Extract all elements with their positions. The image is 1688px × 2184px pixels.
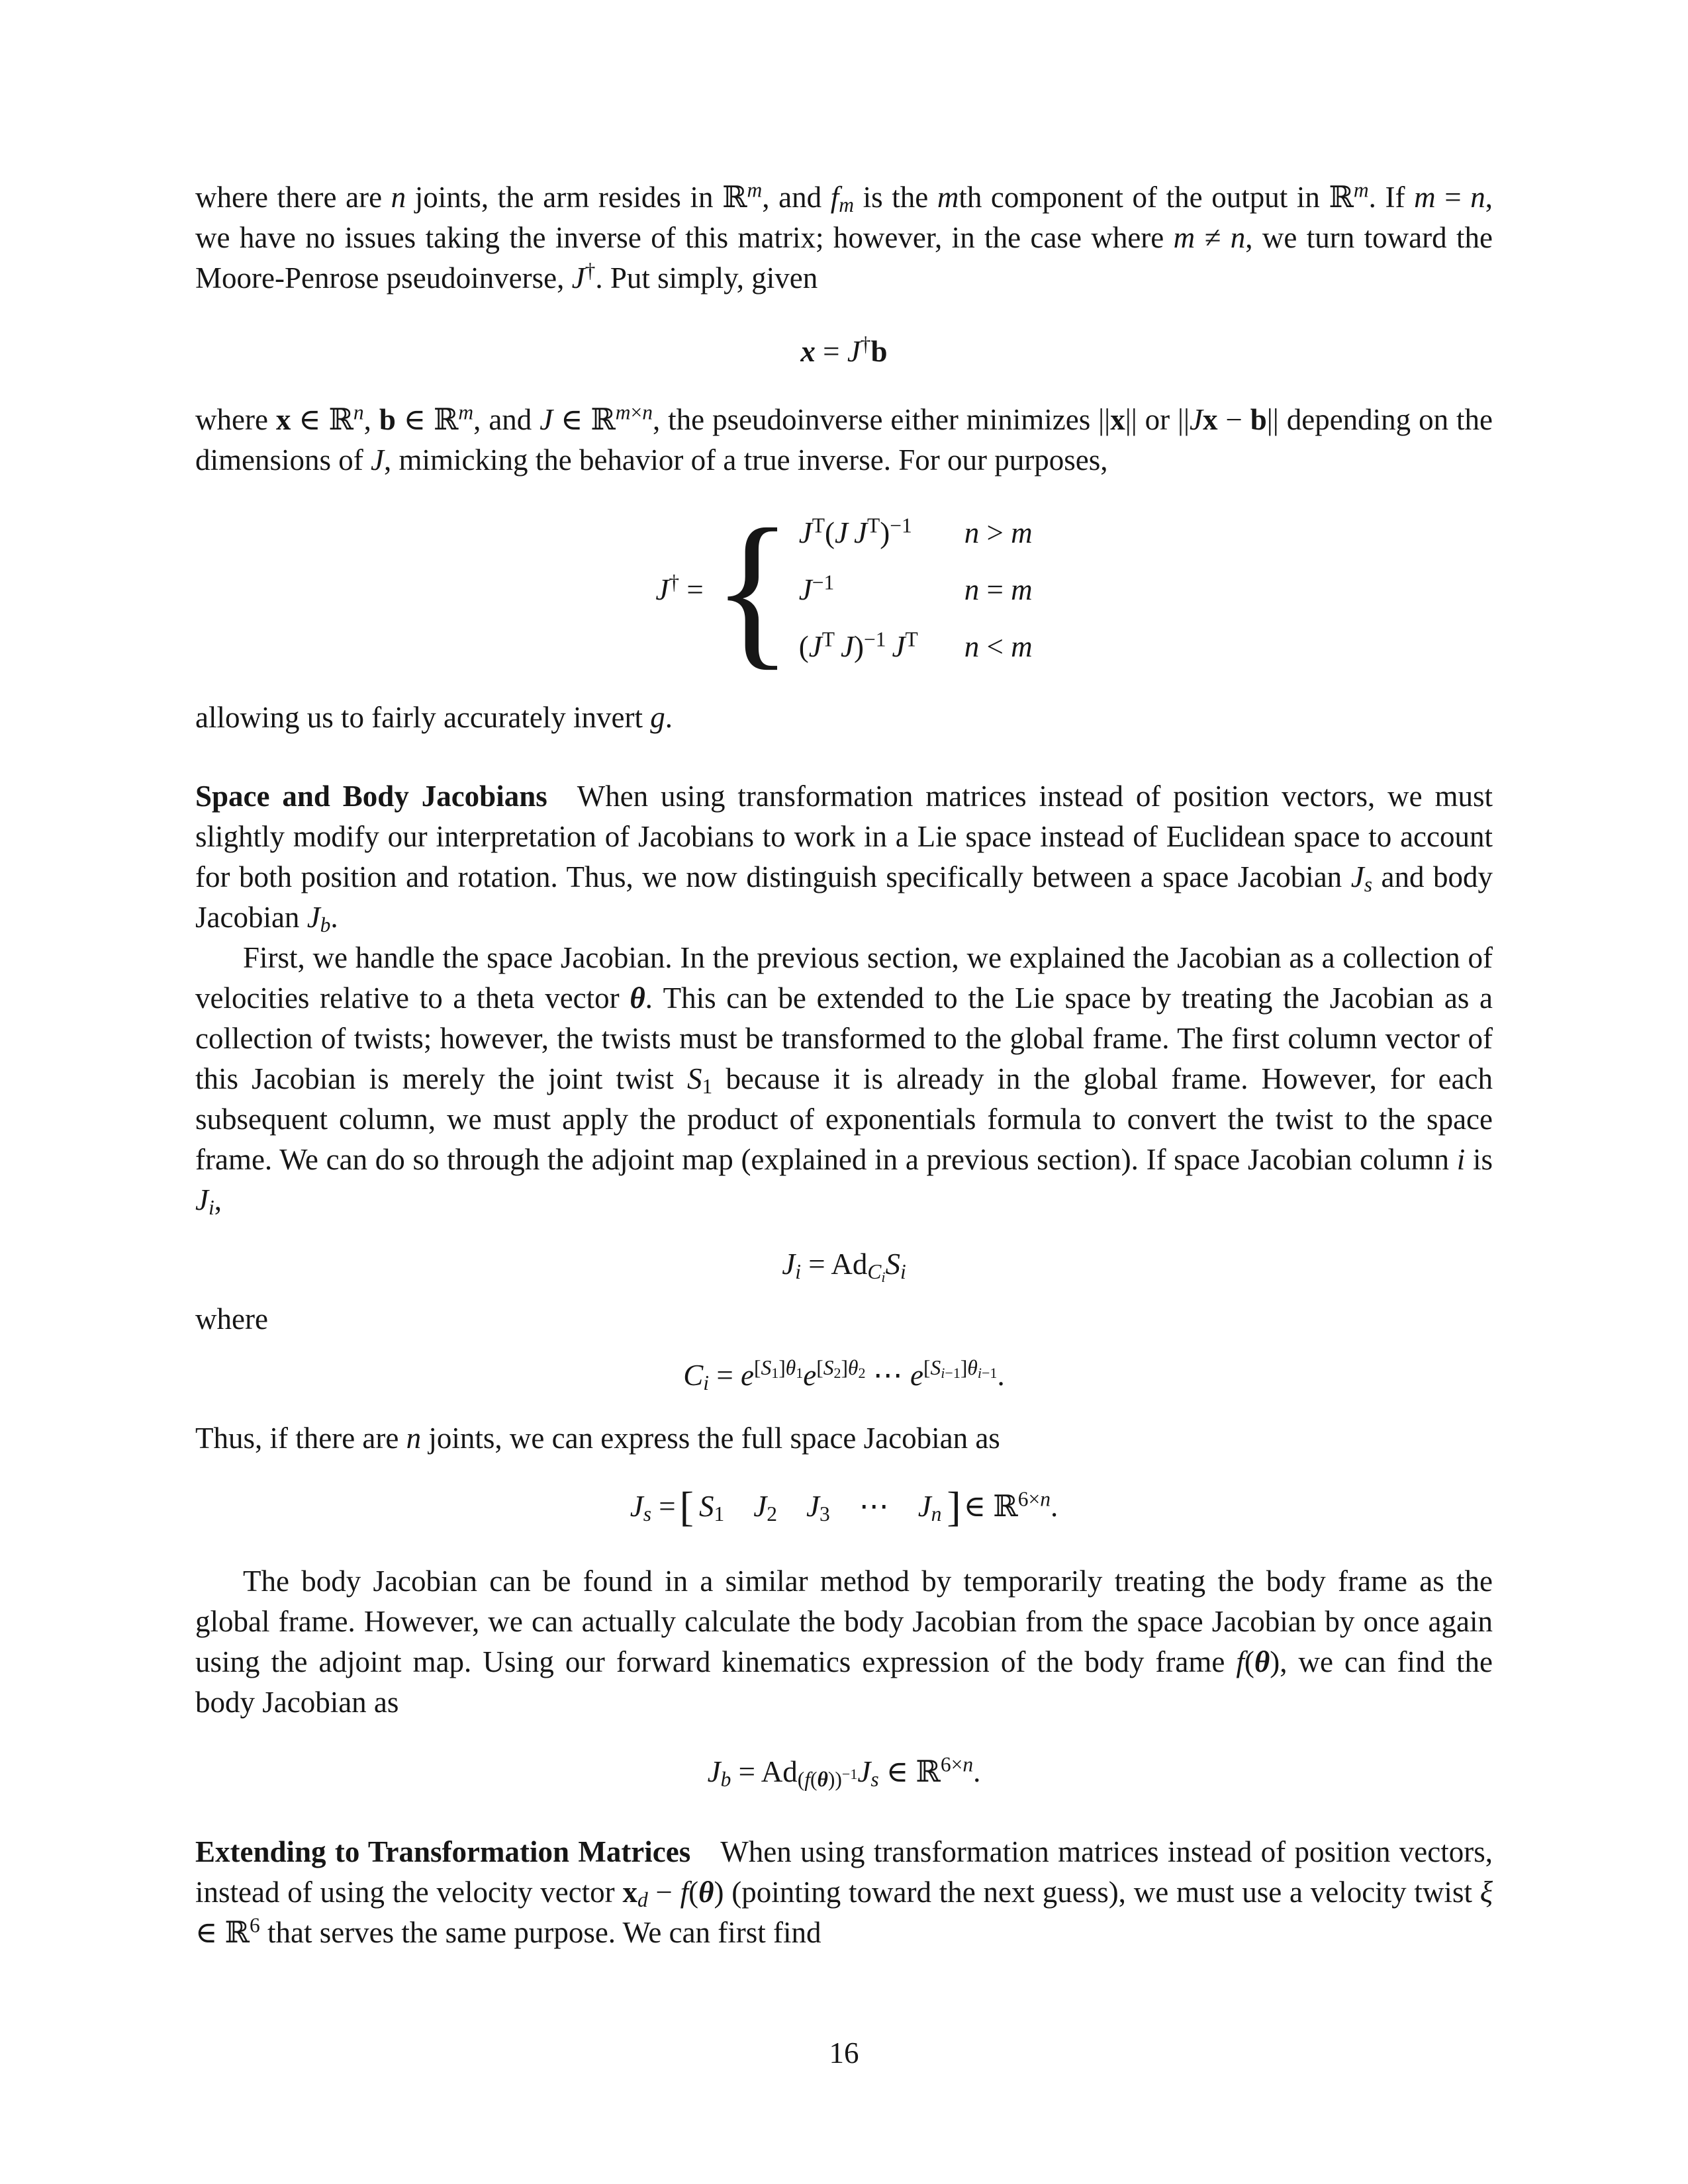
cases-expression: $J^{-1}$ bbox=[798, 570, 835, 606]
equation-space-jacobian-matrix bbox=[195, 1483, 1493, 1530]
paragraph-full-space-jacobian: Thus, if there are n joints, we can express the full space Jacobian as bbox=[195, 1422, 1000, 1455]
section-extending-to-transformation-matrices: Extending to Transformation Matrices When using transformation matrices instead of position vectors, instead of using the velocity vector xd − f(θ) (pointing toward the next guess), we must use a velocity twist ξ ∈ ℝ$^6$ that serves the same purpose. We can first find bbox=[195, 1835, 1493, 1949]
vector-entry: ⋯ bbox=[859, 1490, 889, 1523]
space-jacobian-row: Js = [ S1 J2 J3 ⋯ Jn ] ∈ ℝ$^{6\times n}$. bbox=[630, 1483, 1058, 1530]
cases-condition: n > m bbox=[964, 516, 1033, 549]
paragraph-space-jacobian: First, we handle the space Jacobian. In the previous section, we explained the Jacobian as a collection of velocities relative to a theta vector θ. This can be extended to the Lie space by treating the Jacobian as a collection of twists; however, the twists must be transformed to the global frame. The first column vector of this Jacobian is merely the joint twist S1 because it is already in the global frame. However, for each subsequent column, we must apply the product of exponentials formula to convert the twist to the space frame. We can do so through the adjoint map (explained in a previous section). If space Jacobian column i is Ji, bbox=[195, 941, 1493, 1219]
page-number: 16 bbox=[829, 2036, 859, 2070]
vector-entry: J2 bbox=[753, 1490, 777, 1525]
equation-jacobian-column-adjoint: Ji = AdCiSi bbox=[782, 1248, 906, 1285]
equation-pseudoinverse-cases bbox=[195, 494, 1493, 685]
row-vector-entries bbox=[699, 1486, 941, 1527]
paragraph-body-jacobian: The body Jacobian can be found in a similar method by temporarily treating the body frame as the global frame. However, we can actually calculate the body Jacobian from the space Jacobian by once again using the adjoint map. Using our forward kinematics expression of the body frame f(θ), we can find the body Jacobian as bbox=[195, 1565, 1493, 1719]
paragraph-pseudoinverse-properties: where x ∈ ℝ$^n$, b ∈ ℝ$^m$, and J ∈ ℝ$^{m\times n}$, the pseudoinverse either minimizes ||x|| or ||Jx − b|| depending on the dimensions of J, mimicking the behavior of a true inverse. For our purposes, bbox=[195, 400, 1493, 477]
space-jacobian-lhs: Js = bbox=[630, 1490, 676, 1525]
cases-expression: ($J^T$ J)$^{-1}$ $J^T$ bbox=[798, 627, 918, 663]
paragraph-pseudoinverse-intro: where there are n joints, the arm resides in ℝ$^m$, and fm is the mth component of the output in ℝ$^m$. If m = n, we have no issues taking the inverse of this matrix; however, in the case where m ≠ n, we turn toward the Moore-Penrose pseudoinverse, J†. Put simply, given bbox=[195, 178, 1493, 295]
vector-entry: Jn bbox=[917, 1490, 942, 1525]
left-curly-brace: { bbox=[712, 494, 792, 685]
cases-condition: n < m bbox=[964, 630, 1033, 663]
section-space-and-body-jacobians: Space and Body Jacobians When using transformation matrices instead of position vectors, we must slightly modify our interpretation of Jacobians to work in a Lie space instead of Euclidean space to account for both position and rotation. Thus, we now distinguish specifically between a space Jacobian Js and body Jacobian Jb. bbox=[195, 780, 1493, 936]
cases-rows bbox=[799, 508, 1033, 671]
cases-condition: n = m bbox=[964, 573, 1033, 606]
equation-pseudoinverse-apply: x = J†b bbox=[800, 332, 888, 368]
space-jacobian-rhs: ∈ ℝ$^{6\times n}$. bbox=[963, 1487, 1058, 1523]
vector-entry: J3 bbox=[806, 1490, 830, 1525]
cases-expression: $J^T(J$ $J^T)^{-1}$ bbox=[798, 514, 912, 549]
equation-body-jacobian: $Jb = Ad(f(\theta))^{-1}Js$ ∈ ℝ$^{6\times n}$. bbox=[707, 1752, 981, 1791]
vector-entry: S1 bbox=[698, 1490, 725, 1525]
paragraph-invert-g: allowing us to fairly accurately invert g. bbox=[195, 701, 673, 734]
paragraph-where: where bbox=[195, 1302, 268, 1336]
cases-left-hand-side: J† = bbox=[655, 570, 704, 606]
equation-product-of-exponentials: $Ci = e^{[S1]\theta 1}e^{[S2]\theta 2}$ ⋯ $e^{[Si-1]\theta i-1}$. bbox=[683, 1356, 1005, 1394]
